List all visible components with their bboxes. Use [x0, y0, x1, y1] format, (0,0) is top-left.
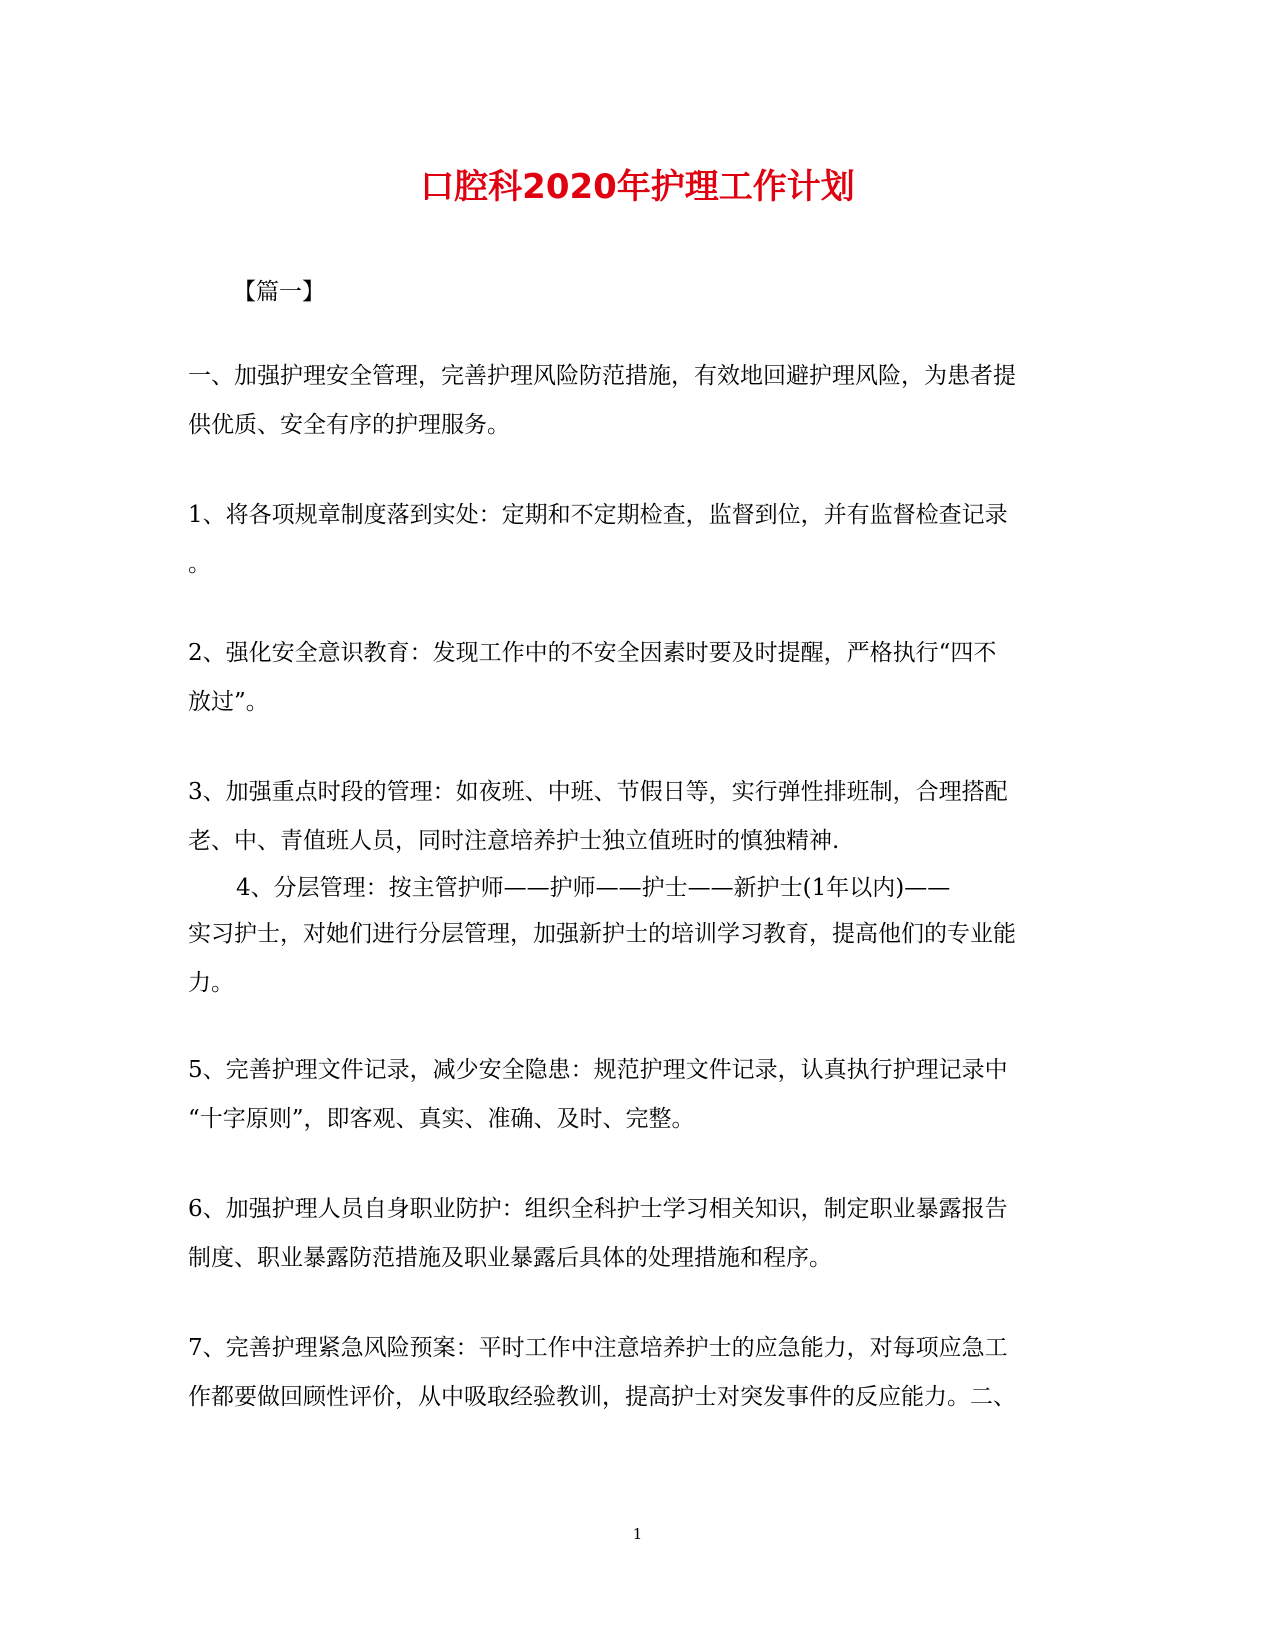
- paragraph-1-line-2: 供优质、安全有序的护理服务。: [188, 412, 510, 438]
- paragraph-6-line-1: 6、加强护理人员自身职业防护：组织全科护士学习相关知识，制定职业暴露报告: [188, 1196, 1008, 1222]
- paragraph-4-line-1: 3、加强重点时段的管理：如夜班、中班、节假日等，实行弹性排班制，合理搭配: [188, 779, 1008, 805]
- document-title: 口腔科2020年护理工作计划: [420, 167, 855, 207]
- paragraph-1: [188, 352, 1093, 450]
- paragraph-1-line-1: 一、加强护理安全管理，完善护理风险防范措施，有效地回避护理风险，为患者提: [188, 363, 1016, 389]
- paragraph-2-line-2: 。: [188, 551, 211, 577]
- paragraph-5: [188, 1046, 1093, 1144]
- paragraph-7-line-1: 7、完善护理紧急风险预案：平时工作中注意培养护士的应急能力，对每项应急工: [188, 1335, 1008, 1361]
- paragraph-3-line-1: 2、强化安全意识教育：发现工作中的不安全因素时要及时提醒，严格执行“四不: [188, 640, 997, 666]
- paragraph-4-line-2: 老、中、青值班人员，同时注意培养护士独立值班时的慎独精神.: [188, 828, 840, 854]
- page-number: 1: [632, 1525, 643, 1543]
- paragraph-4-line-5: 力。: [188, 970, 234, 996]
- paragraph-7-line-2: 作都要做回顾性评价，从中吸取经验教训，提高护士对突发事件的反应能力。二、: [188, 1384, 1016, 1410]
- paragraph-7: [188, 1324, 1093, 1422]
- paragraph-4-line-3: 4、分层管理：按主管护师——护师——护士——新护士(1年以内)——: [236, 875, 951, 901]
- paragraph-4: [188, 768, 1093, 1008]
- paragraph-2-line-1: 1、将各项规章制度落到实处：定期和不定期检查，监督到位，并有监督检查记录: [188, 502, 1008, 528]
- paragraph-5-line-2: “十字原则”，即客观、真实、准确、及时、完整。: [188, 1106, 695, 1132]
- paragraph-4-line-4: 实习护士，对她们进行分层管理，加强新护士的培训学习教育，提高他们的专业能: [188, 921, 1016, 947]
- paragraph-3: [188, 629, 1093, 727]
- paragraph-3-line-2: 放过”。: [188, 689, 269, 715]
- section-label: 【篇一】: [233, 279, 325, 305]
- paragraph-2: [188, 491, 1093, 589]
- paragraph-6-line-2: 制度、职业暴露防范措施及职业暴露后具体的处理措施和程序。: [188, 1245, 832, 1271]
- paragraph-6: [188, 1185, 1093, 1283]
- paragraph-5-line-1: 5、完善护理文件记录，减少安全隐患：规范护理文件记录，认真执行护理记录中: [188, 1057, 1008, 1083]
